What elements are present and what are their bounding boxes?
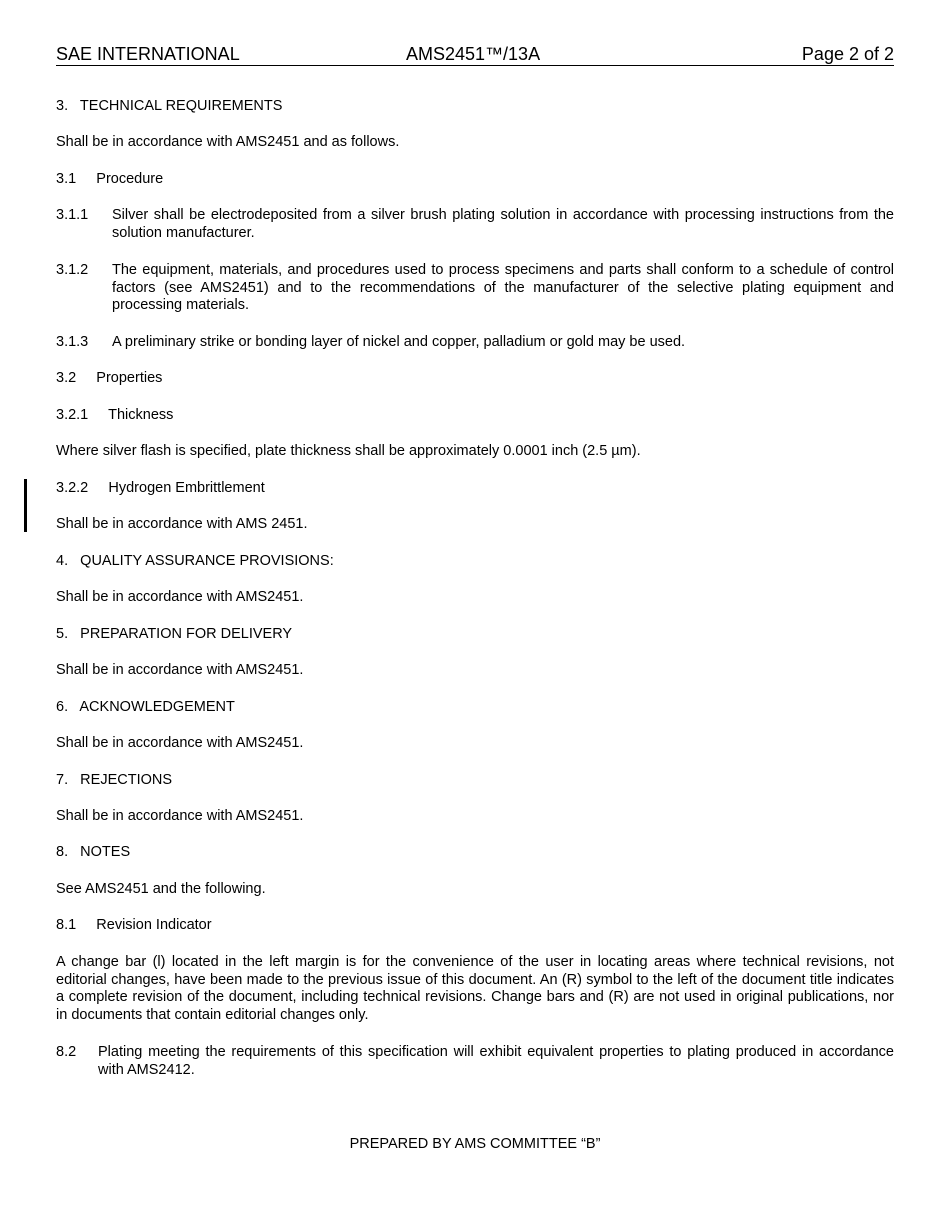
change-bar: [24, 479, 27, 532]
page-footer: PREPARED BY AMS COMMITTEE “B”: [349, 1136, 601, 1152]
section-6-heading: 6. ACKNOWLEDGEMENT: [56, 699, 235, 715]
page-header: [56, 43, 894, 66]
section-7-text: Shall be in accordance with AMS2451.: [56, 808, 304, 824]
item-8-2-number: 8.2: [56, 1044, 77, 1060]
section-3-heading: 3. TECHNICAL REQUIREMENTS: [56, 98, 283, 114]
section-5-text: Shall be in accordance with AMS2451.: [56, 662, 304, 678]
section-3-1-heading: 3.1 Procedure: [56, 171, 164, 187]
section-5-heading: 5. PREPARATION FOR DELIVERY: [56, 626, 293, 642]
section-4-text: Shall be in accordance with AMS2451.: [56, 589, 304, 605]
section-8-1-text: A change bar (l) located in the left margin is for the convenience of the user in locating areas where technical revisions, not editorial changes, have been made to the previous issue of this document. An (R) symbol to the left of the document title indicates a complete revision of the document, including technical revisions. Change bars and (R) are not used in original publications, nor in documents that contain editorial changes only.: [56, 954, 894, 1023]
header-org: SAE INTERNATIONAL: [56, 44, 240, 64]
section-3-2-1-heading: 3.2.1 Thickness: [56, 407, 174, 423]
item-3-1-1-text: Silver shall be electrodeposited from a silver brush plating solution in accordance with processing instructions from the solution manufacturer.: [112, 207, 894, 241]
item-3-1-3-number: 3.1.3: [56, 334, 89, 350]
header-doc-number: AMS2451™/13A: [406, 44, 541, 64]
section-3-2-heading: 3.2 Properties: [56, 370, 163, 386]
section-3-2-1-text: Where silver flash is specified, plate thickness shall be approximately 0.0001 inch (2.5 µm).: [56, 443, 641, 459]
item-3-1-1-number: 3.1.1: [56, 207, 89, 223]
section-3-intro: Shall be in accordance with AMS2451 and as follows.: [56, 134, 400, 150]
section-3-2-2-heading: 3.2.2 Hydrogen Embrittlement: [56, 480, 265, 496]
item-3-1-2-text: The equipment, materials, and procedures used to process specimens and parts shall conform to a schedule of control factors (see AMS2451) and to the recommendations of the manufacturer of the selective plating equipment and processing materials.: [112, 262, 894, 313]
section-8-intro: See AMS2451 and the following.: [56, 881, 266, 897]
section-3-2-2-text: Shall be in accordance with AMS 2451.: [56, 516, 308, 532]
section-8-heading: 8. NOTES: [56, 844, 131, 860]
section-4-heading: 4. QUALITY ASSURANCE PROVISIONS:: [56, 553, 334, 569]
section-6-text: Shall be in accordance with AMS2451.: [56, 735, 304, 751]
item-8-2-text: Plating meeting the requirements of this specification will exhibit equivalent properties to plating produced in accordance with AMS2412.: [98, 1044, 894, 1078]
section-7-heading: 7. REJECTIONS: [56, 772, 173, 788]
item-3-1-2-number: 3.1.2: [56, 262, 89, 278]
header-page-number: Page 2 of 2: [801, 44, 894, 64]
section-8-1-heading: 8.1 Revision Indicator: [56, 917, 212, 933]
item-3-1-3-text: A preliminary strike or bonding layer of nickel and copper, palladium or gold may be used.: [112, 334, 686, 350]
